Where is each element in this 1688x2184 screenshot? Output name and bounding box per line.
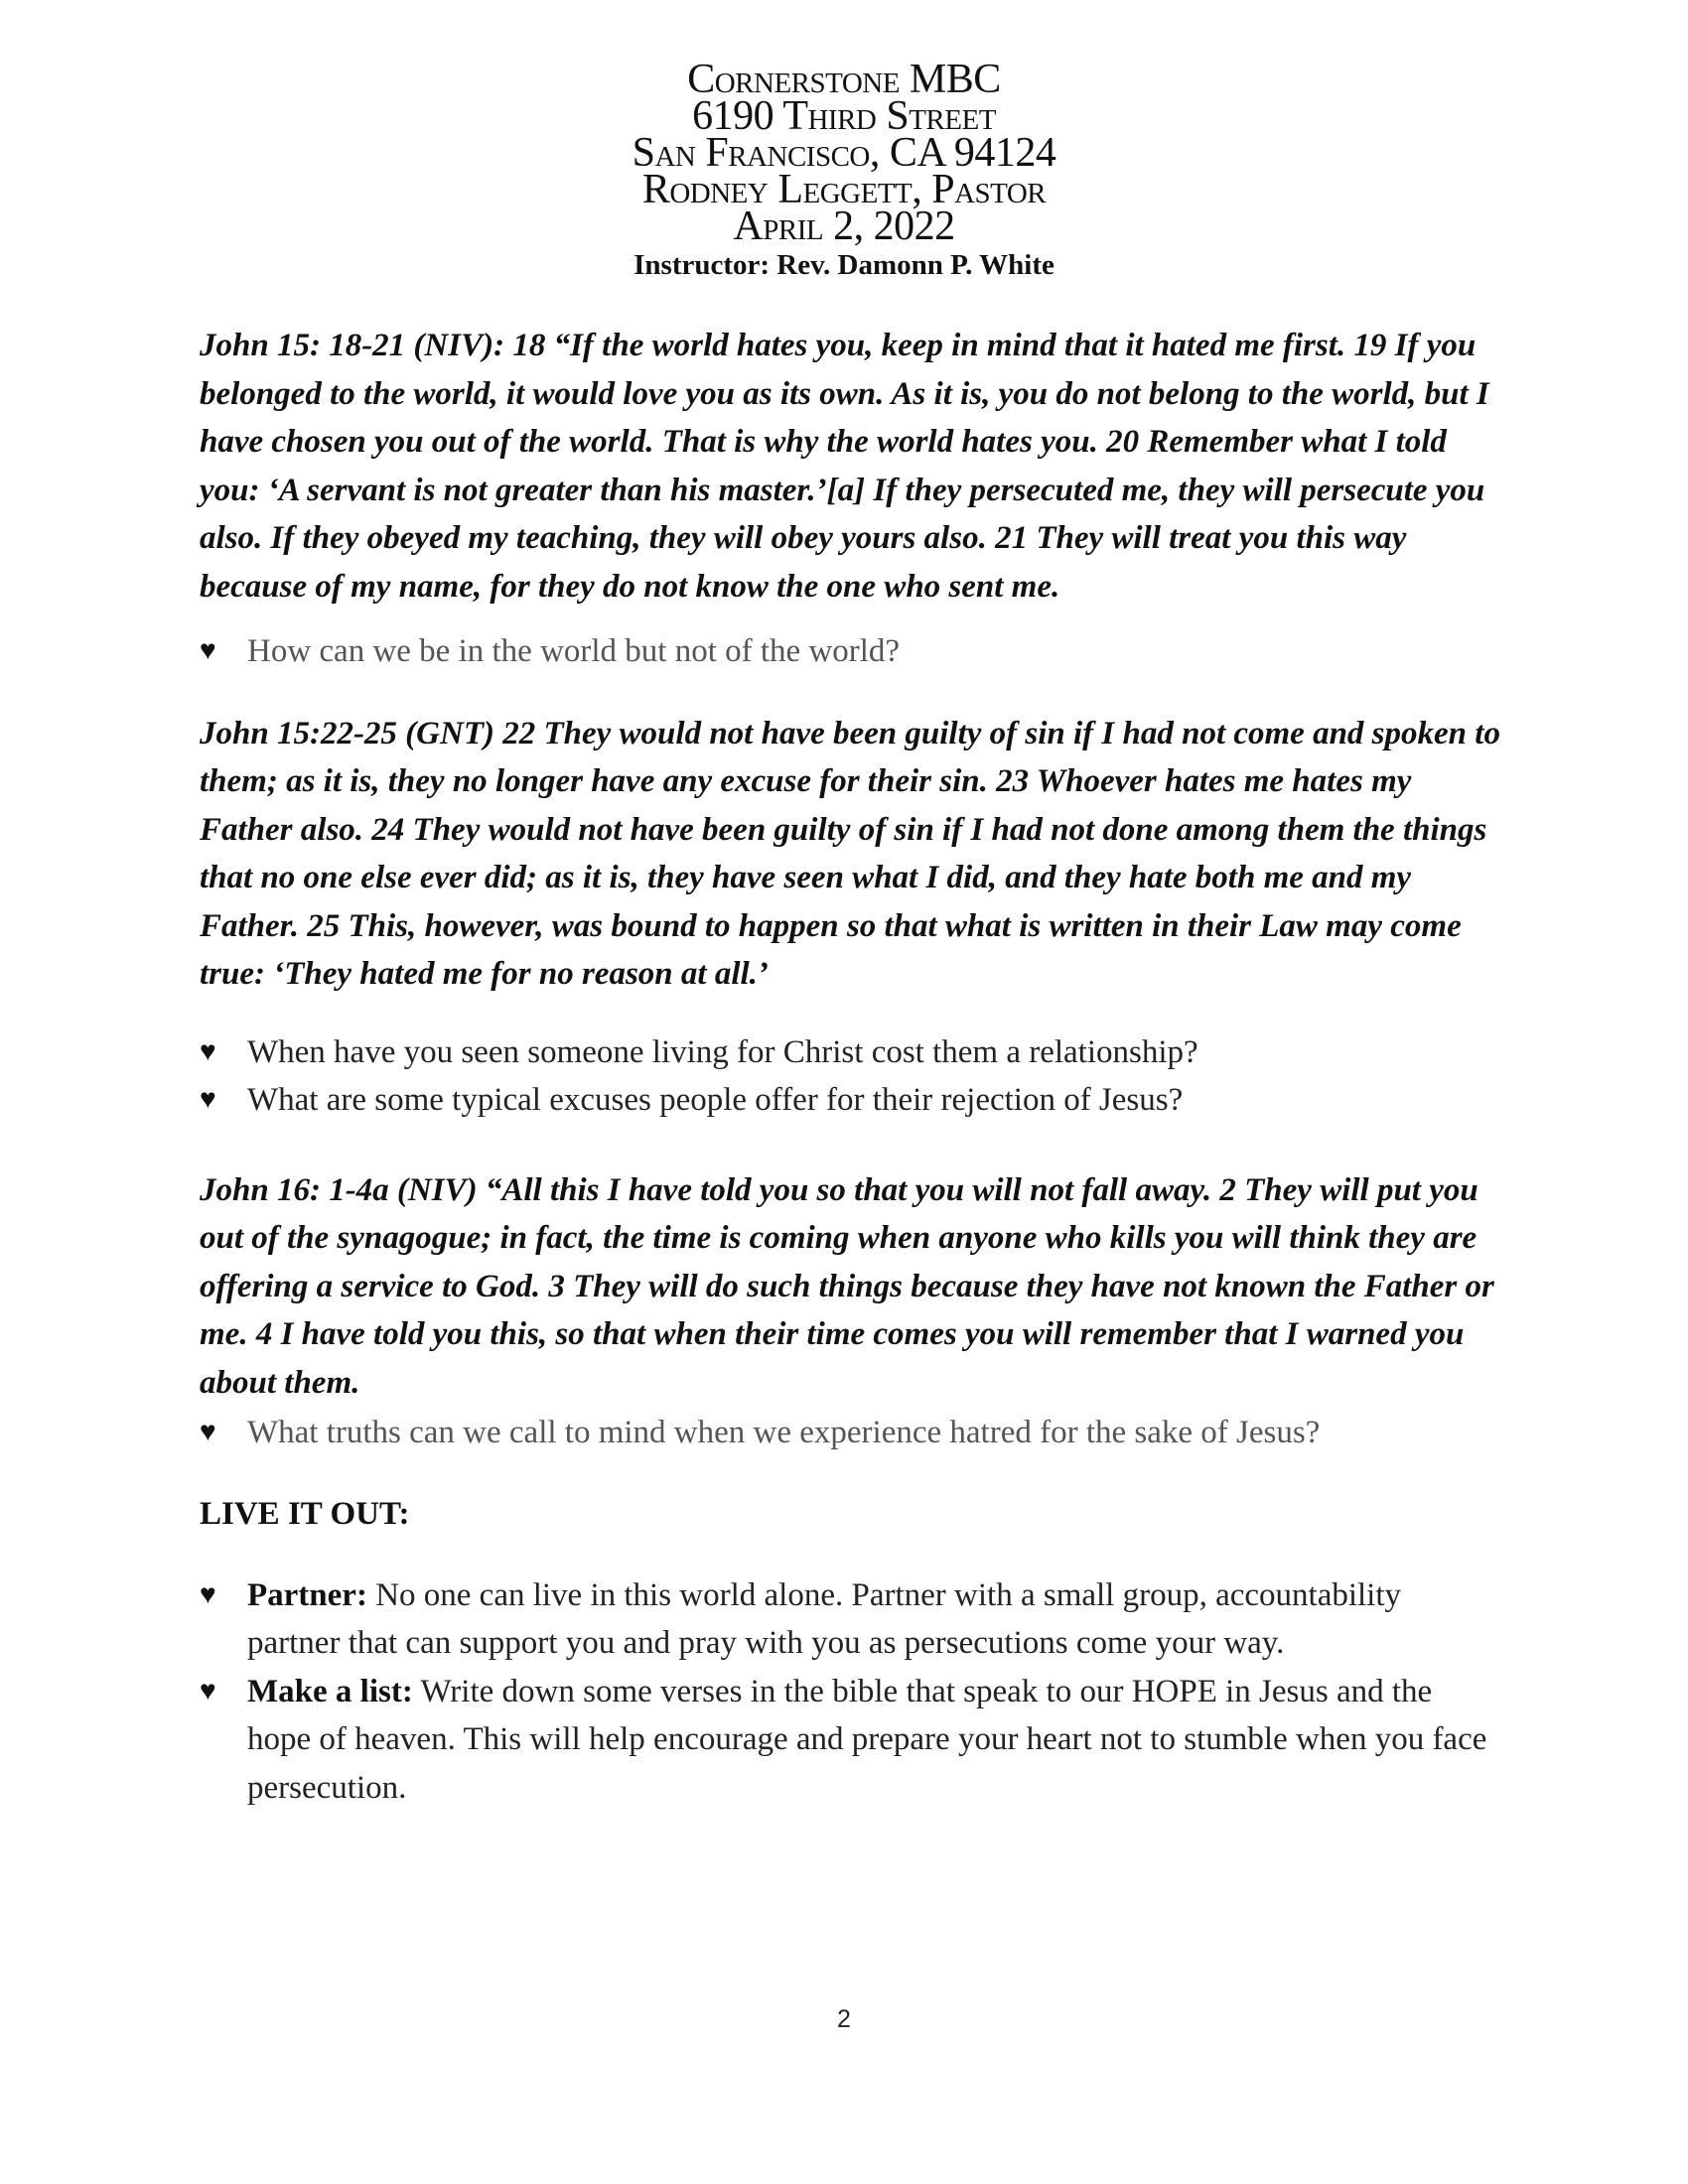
question-text: What are some typical excuses people offer for their rejection of Jesus? bbox=[247, 1082, 1184, 1118]
item-text: Write down some verses in the bible that speak to our HOPE in Jesus and the hope of heaven. This will help encourage and prepare your heart not to stumble when you face persecution. bbox=[247, 1673, 1487, 1806]
lesson-date: April 2, 2022 bbox=[733, 204, 955, 249]
lesson-content bbox=[200, 322, 1500, 1812]
item-term: Make a list: bbox=[247, 1673, 413, 1709]
question-list bbox=[200, 1409, 1500, 1457]
question-text: How can we be in the world but not of the world? bbox=[247, 633, 901, 669]
question-item bbox=[200, 1028, 1500, 1077]
church-city: San Francisco, CA 94124 bbox=[632, 130, 1056, 176]
scripture-passage: John 16: 1-4a (NIV) “All this I have told you so that you will not fall away. 2 They will put you out of the synagogue; in fact, the time is coming when anyone who kills you will think they are offering a service to God. 3 They will do such things because they have not known the Father or me. 4 I have told you this, so that when their time comes you will remember that I warned you about them. bbox=[200, 1171, 1494, 1401]
scripture-passage: John 15: 18-21 (NIV): 18 “If the world hates you, keep in mind that it hated me first. 19 If you belonged to the world, it would love you as its own. As it is, you do not belong to the world, but I have chosen you out of the world. That is why the world hates you. 20 Remember what I told you: ‘A servant is not greater than his master.’[a] If they persecuted me, they will persecute you also. If they obeyed my teaching, they will obey yours also. 21 They will treat you this way because of my name, for they do not know the one who sent me. bbox=[200, 328, 1489, 605]
item-text: No one can live in this world alone. Partner with a small group, accountability partner that can support you and pray with you as persecutions come your way. bbox=[247, 1576, 1402, 1661]
heart-icon: ♥ bbox=[200, 1417, 216, 1447]
item-term: Partner: bbox=[247, 1576, 367, 1613]
heart-icon: ♥ bbox=[200, 1578, 216, 1610]
header bbox=[0, 57, 1688, 283]
instructor: Instructor: Rev. Damonn P. White bbox=[633, 249, 1055, 281]
live-it-out-item bbox=[200, 1571, 1500, 1668]
live-it-out-list bbox=[200, 1571, 1500, 1813]
question-text: What truths can we call to mind when we experience hatred for the sake of Jesus? bbox=[247, 1415, 1321, 1450]
live-it-out-heading: LIVE IT OUT: bbox=[200, 1495, 410, 1532]
question-list bbox=[200, 627, 1500, 676]
heart-icon: ♥ bbox=[200, 1084, 216, 1115]
heart-icon: ♥ bbox=[200, 1675, 216, 1706]
question-item bbox=[200, 627, 1500, 676]
question-text: When have you seen someone living for Christ cost them a relationship? bbox=[247, 1033, 1198, 1070]
church-name: Cornerstone MBC bbox=[687, 57, 1001, 102]
question-list bbox=[200, 1028, 1500, 1125]
scripture-passage: John 15:22-25 (GNT) 22 They would not have been guilty of sin if I had not come and spoken to them; as it is, they no longer have any excuse for their sin. 23 Whoever hates me hates my Father also. 24 They would not have been guilty of sin if I had not done among them the things that no one else ever did; as it is, they have seen what I did, and they hate both me and my Father. 25 This, however, was bound to happen so that what is written in their Law may come true: ‘They hated me for no reason at all.’ bbox=[200, 715, 1500, 992]
live-it-out-item bbox=[200, 1668, 1500, 1813]
question-item bbox=[200, 1076, 1500, 1125]
question-item bbox=[200, 1409, 1500, 1457]
church-street: 6190 Third Street bbox=[692, 93, 996, 139]
heart-icon: ♥ bbox=[200, 635, 216, 666]
pastor-name: Rodney Leggett, Pastor bbox=[641, 167, 1047, 212]
page-number: 2 bbox=[837, 2005, 851, 2033]
heart-icon: ♥ bbox=[200, 1035, 216, 1067]
